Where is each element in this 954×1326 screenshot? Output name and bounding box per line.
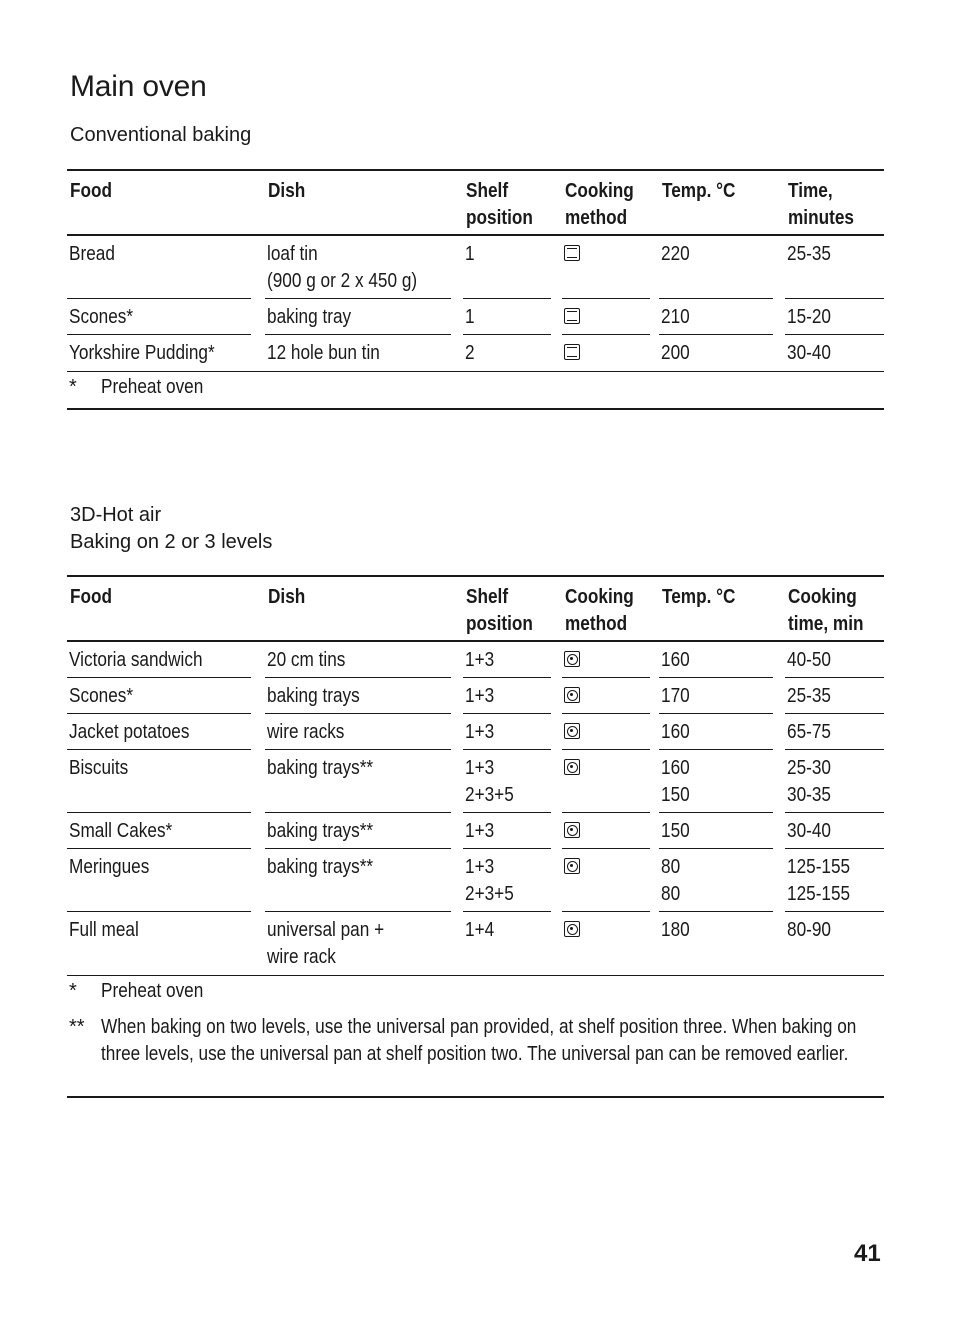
cell-text bbox=[661, 304, 690, 331]
footnote-text bbox=[101, 978, 203, 1005]
column-header-line: position bbox=[466, 613, 533, 635]
3d-hot-air-icon bbox=[564, 858, 580, 874]
cell-line: Biscuits bbox=[69, 757, 129, 779]
3d-hot-air-icon bbox=[564, 651, 580, 667]
cell-line: 2+3+5 bbox=[465, 883, 514, 905]
cell-line: 2 bbox=[465, 342, 475, 364]
column-header-line: time, min bbox=[788, 613, 864, 635]
footnote-marker: ** bbox=[69, 1016, 85, 1038]
cell-text bbox=[267, 818, 373, 845]
cell-text bbox=[661, 647, 690, 674]
cell-food bbox=[67, 849, 251, 912]
column-header-line: position bbox=[466, 207, 533, 229]
section-3d-hot-air-title bbox=[70, 502, 272, 556]
footnote bbox=[67, 1012, 884, 1096]
footnote-line: When baking on two levels, use the universal pan provided, at shelf position three. When baking on bbox=[101, 1016, 857, 1038]
cell-temp bbox=[659, 678, 773, 714]
cell-method bbox=[562, 335, 650, 371]
cell-text bbox=[465, 917, 494, 944]
cell-text bbox=[465, 854, 514, 908]
cell-text bbox=[787, 755, 831, 809]
column-header-shelf bbox=[466, 178, 533, 232]
cell-method bbox=[562, 750, 650, 813]
cell-text bbox=[69, 755, 128, 782]
footnote-line: Preheat oven bbox=[101, 980, 204, 1002]
cell-text bbox=[661, 818, 690, 845]
column-header-line: Cooking bbox=[788, 586, 857, 608]
cell-line: 20 cm tins bbox=[267, 649, 346, 671]
cell-line: 1+3 bbox=[465, 685, 495, 707]
cell-text bbox=[787, 917, 831, 944]
table-row bbox=[67, 335, 884, 371]
column-header-temp bbox=[662, 178, 735, 205]
cell-temp bbox=[659, 335, 773, 371]
cell-shelf bbox=[463, 912, 551, 975]
cell-text bbox=[69, 683, 133, 710]
cell-text bbox=[267, 241, 417, 295]
cell-text bbox=[69, 241, 115, 268]
cell-line: 25-35 bbox=[787, 685, 831, 707]
cell-text bbox=[661, 241, 690, 268]
cell-line: 40-50 bbox=[787, 649, 831, 671]
cell-line: 30-35 bbox=[787, 784, 831, 806]
table-header-row bbox=[67, 577, 884, 642]
cell-text bbox=[661, 719, 690, 746]
cell-line: 1+3 bbox=[465, 721, 495, 743]
cell-line: 200 bbox=[661, 342, 690, 364]
3d-hot-air-table bbox=[67, 575, 884, 1098]
column-header-line: Shelf bbox=[466, 180, 509, 202]
column-header-line: Dish bbox=[268, 180, 306, 202]
column-header-time bbox=[788, 584, 864, 638]
cell-text bbox=[69, 719, 189, 746]
table-row bbox=[67, 714, 884, 750]
cell-dish bbox=[265, 750, 451, 813]
cell-time bbox=[785, 335, 884, 371]
column-header-food bbox=[70, 178, 112, 205]
conventional-heat-icon bbox=[564, 308, 580, 324]
cell-food bbox=[67, 912, 251, 975]
cell-text bbox=[69, 854, 149, 881]
cell-shelf bbox=[463, 642, 551, 678]
cell-shelf bbox=[463, 813, 551, 849]
table-row bbox=[67, 678, 884, 714]
cell-text bbox=[787, 304, 831, 331]
table-row bbox=[67, 236, 884, 299]
cell-food bbox=[67, 642, 251, 678]
cell-time bbox=[785, 912, 884, 975]
cell-temp bbox=[659, 912, 773, 975]
table-row bbox=[67, 299, 884, 335]
3d-hot-air-icon bbox=[564, 723, 580, 739]
cell-time bbox=[785, 714, 884, 750]
column-header-line: Cooking bbox=[565, 180, 634, 202]
column-header-line: method bbox=[565, 613, 628, 635]
cell-text bbox=[465, 818, 494, 845]
subtitle-line: 3D-Hot air bbox=[70, 504, 162, 526]
table-header-row bbox=[67, 171, 884, 236]
3d-hot-air-icon bbox=[564, 759, 580, 775]
cell-line: 2+3+5 bbox=[465, 784, 514, 806]
cell-text bbox=[787, 719, 831, 746]
cell-method bbox=[562, 714, 650, 750]
cell-line: 1+3 bbox=[465, 757, 495, 779]
cell-line: universal pan + bbox=[267, 919, 385, 941]
column-header-line: Food bbox=[70, 180, 113, 202]
cell-line: 220 bbox=[661, 243, 690, 265]
section-conventional-baking-title bbox=[70, 122, 251, 149]
cell-line: baking tray bbox=[267, 306, 352, 328]
cell-text bbox=[465, 647, 494, 674]
cell-food bbox=[67, 813, 251, 849]
cell-text bbox=[69, 304, 133, 331]
cell-line: 1+4 bbox=[465, 919, 495, 941]
cell-line: 1+3 bbox=[465, 820, 495, 842]
column-header-line: method bbox=[565, 207, 628, 229]
cell-line: 30-40 bbox=[787, 820, 831, 842]
cell-text bbox=[267, 340, 380, 367]
subtitle-line: Baking on 2 or 3 levels bbox=[70, 531, 273, 553]
cell-dish bbox=[265, 912, 451, 975]
cell-method bbox=[562, 299, 650, 335]
cell-line: Small Cakes* bbox=[69, 820, 173, 842]
table-row bbox=[67, 750, 884, 813]
cell-text bbox=[661, 683, 690, 710]
table-bottom-rule bbox=[67, 1096, 884, 1098]
column-header-shelf bbox=[466, 584, 533, 638]
cell-food bbox=[67, 335, 251, 371]
cell-line: 1 bbox=[465, 306, 475, 328]
cell-line: 150 bbox=[661, 784, 690, 806]
cell-line: baking trays bbox=[267, 685, 360, 707]
cell-text bbox=[465, 241, 475, 268]
cell-line: (900 g or 2 x 450 g) bbox=[267, 270, 418, 292]
cell-dish bbox=[265, 335, 451, 371]
cell-text bbox=[267, 304, 351, 331]
cell-dish bbox=[265, 236, 451, 299]
cell-time bbox=[785, 678, 884, 714]
cell-time bbox=[785, 813, 884, 849]
cell-line: loaf tin bbox=[267, 243, 318, 265]
cell-text bbox=[787, 854, 850, 908]
cell-shelf bbox=[463, 750, 551, 813]
cell-line: 25-30 bbox=[787, 757, 831, 779]
column-header-line: Time, bbox=[788, 180, 833, 202]
cell-text bbox=[787, 683, 831, 710]
column-header-dish bbox=[268, 178, 305, 205]
cell-text bbox=[787, 818, 831, 845]
cell-text bbox=[465, 755, 514, 809]
cell-method bbox=[562, 912, 650, 975]
cell-text bbox=[465, 340, 475, 367]
column-header-line: Cooking bbox=[565, 586, 634, 608]
conventional-heat-icon bbox=[564, 245, 580, 261]
cell-text bbox=[69, 340, 215, 367]
cell-text bbox=[267, 719, 344, 746]
cell-text bbox=[661, 340, 690, 367]
cell-time bbox=[785, 849, 884, 912]
page-number: 41 bbox=[854, 1240, 881, 1267]
3d-hot-air-icon bbox=[564, 687, 580, 703]
cell-text bbox=[787, 340, 831, 367]
cell-line: Bread bbox=[69, 243, 115, 265]
cell-text bbox=[267, 683, 360, 710]
cell-line: 125-155 bbox=[787, 856, 851, 878]
cell-time bbox=[785, 642, 884, 678]
cell-method bbox=[562, 849, 650, 912]
cell-line: baking trays** bbox=[267, 856, 374, 878]
footnote-marker: * bbox=[69, 376, 77, 398]
cell-line: 210 bbox=[661, 306, 690, 328]
cell-line: Victoria sandwich bbox=[69, 649, 203, 671]
table-bottom-rule bbox=[67, 408, 884, 410]
cell-line: baking trays** bbox=[267, 820, 374, 842]
cell-line: 80 bbox=[661, 883, 681, 905]
cell-dish bbox=[265, 714, 451, 750]
cell-text bbox=[465, 683, 494, 710]
column-header-line: Shelf bbox=[466, 586, 509, 608]
cell-line: baking trays** bbox=[267, 757, 374, 779]
cell-text bbox=[661, 854, 680, 908]
cell-shelf bbox=[463, 335, 551, 371]
page-title: Main oven bbox=[70, 70, 207, 103]
footnote bbox=[67, 372, 884, 408]
cell-line: Full meal bbox=[69, 919, 139, 941]
cell-method bbox=[562, 813, 650, 849]
footnote-line: three levels, use the universal pan at shelf position two. The universal pan can be removed earlier. bbox=[101, 1043, 849, 1065]
cell-line: 125-155 bbox=[787, 883, 851, 905]
cell-line: 1+3 bbox=[465, 856, 495, 878]
subtitle-line: Conventional baking bbox=[70, 124, 252, 146]
conventional-baking-table bbox=[67, 169, 884, 410]
cell-line: Meringues bbox=[69, 856, 150, 878]
footnote-text bbox=[101, 1014, 856, 1068]
cell-food bbox=[67, 714, 251, 750]
cell-dish bbox=[265, 642, 451, 678]
footnote bbox=[67, 976, 884, 1012]
cell-dish bbox=[265, 849, 451, 912]
table-row bbox=[67, 813, 884, 849]
cell-time bbox=[785, 299, 884, 335]
column-header-method bbox=[565, 584, 634, 638]
footnote-line: Preheat oven bbox=[101, 376, 204, 398]
conventional-heat-icon bbox=[564, 344, 580, 360]
cell-shelf bbox=[463, 849, 551, 912]
cell-method bbox=[562, 678, 650, 714]
cell-temp bbox=[659, 813, 773, 849]
3d-hot-air-icon bbox=[564, 921, 580, 937]
cell-temp bbox=[659, 714, 773, 750]
cell-text bbox=[787, 241, 831, 268]
3d-hot-air-icon bbox=[564, 822, 580, 838]
column-header-line: Food bbox=[70, 586, 113, 608]
column-header-line: Temp. °C bbox=[662, 180, 736, 202]
cell-line: 30-40 bbox=[787, 342, 831, 364]
cell-line: 170 bbox=[661, 685, 690, 707]
cell-temp bbox=[659, 236, 773, 299]
cell-text bbox=[267, 917, 384, 971]
cell-text bbox=[661, 755, 690, 809]
cell-line: Scones* bbox=[69, 306, 134, 328]
cell-time bbox=[785, 236, 884, 299]
cell-shelf bbox=[463, 299, 551, 335]
cell-line: 80 bbox=[661, 856, 681, 878]
table-row bbox=[67, 849, 884, 912]
cell-line: wire rack bbox=[267, 946, 336, 968]
cell-food bbox=[67, 678, 251, 714]
cell-dish bbox=[265, 813, 451, 849]
column-header-line: Temp. °C bbox=[662, 586, 736, 608]
column-header-dish bbox=[268, 584, 305, 611]
cell-time bbox=[785, 750, 884, 813]
column-header-time bbox=[788, 178, 854, 232]
cell-line: 12 hole bun tin bbox=[267, 342, 380, 364]
cell-shelf bbox=[463, 714, 551, 750]
cell-food bbox=[67, 236, 251, 299]
cell-text bbox=[465, 304, 475, 331]
cell-text bbox=[787, 647, 831, 674]
cell-line: 15-20 bbox=[787, 306, 831, 328]
cell-food bbox=[67, 299, 251, 335]
cell-temp bbox=[659, 299, 773, 335]
column-header-temp bbox=[662, 584, 735, 611]
cell-text bbox=[267, 854, 373, 881]
cell-line: 180 bbox=[661, 919, 690, 941]
cell-line: 150 bbox=[661, 820, 690, 842]
column-header-line: minutes bbox=[788, 207, 854, 229]
cell-line: 160 bbox=[661, 649, 690, 671]
cell-line: Jacket potatoes bbox=[69, 721, 190, 743]
cell-text bbox=[267, 755, 373, 782]
cell-method bbox=[562, 236, 650, 299]
cell-shelf bbox=[463, 236, 551, 299]
cell-dish bbox=[265, 678, 451, 714]
cell-line: 1 bbox=[465, 243, 475, 265]
footnote-marker: * bbox=[69, 980, 77, 1002]
cell-method bbox=[562, 642, 650, 678]
cell-temp bbox=[659, 642, 773, 678]
cell-text bbox=[465, 719, 494, 746]
cell-line: 80-90 bbox=[787, 919, 831, 941]
cell-text bbox=[661, 917, 690, 944]
cell-text bbox=[69, 917, 139, 944]
cell-line: 25-35 bbox=[787, 243, 831, 265]
column-header-method bbox=[565, 178, 634, 232]
cell-line: Scones* bbox=[69, 685, 134, 707]
cell-dish bbox=[265, 299, 451, 335]
cell-text bbox=[267, 647, 345, 674]
table-row bbox=[67, 912, 884, 975]
column-header-line: Dish bbox=[268, 586, 306, 608]
cell-line: 160 bbox=[661, 757, 690, 779]
column-header-food bbox=[70, 584, 112, 611]
footnote-text bbox=[101, 374, 203, 401]
table-row bbox=[67, 642, 884, 678]
cell-text bbox=[69, 818, 172, 845]
cell-temp bbox=[659, 750, 773, 813]
cell-shelf bbox=[463, 678, 551, 714]
cell-line: 65-75 bbox=[787, 721, 831, 743]
cell-food bbox=[67, 750, 251, 813]
cell-temp bbox=[659, 849, 773, 912]
cell-line: 1+3 bbox=[465, 649, 495, 671]
cell-line: 160 bbox=[661, 721, 690, 743]
cell-line: wire racks bbox=[267, 721, 345, 743]
cell-text bbox=[69, 647, 203, 674]
cell-line: Yorkshire Pudding* bbox=[69, 342, 215, 364]
